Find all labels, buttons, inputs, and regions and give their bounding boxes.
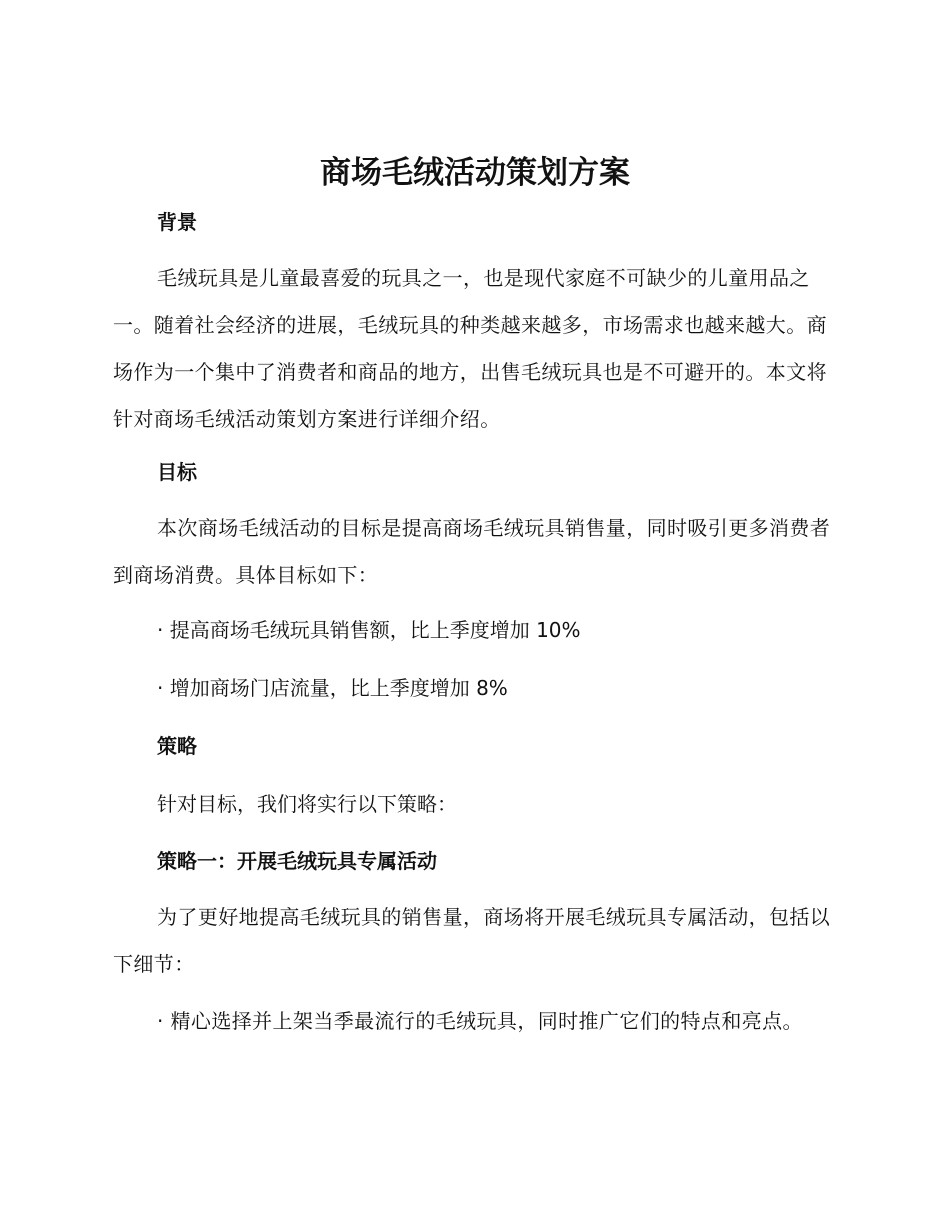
background-paragraph: 毛绒玩具是儿童最喜爱的玩具之一，也是现代家庭不可缺少的儿童用品之一。随着社会经济的进展，毛绒玩具的种类越来越多，市场需求也越来越大。商场作为一个集中了消费者和商品的地方，出售毛绒玩具也是不可避开的。本文将针对商场毛绒活动策划方案进行详细介绍。 — [113, 266, 827, 431]
strategy-intro: 针对目标，我们将实行以下策略： — [157, 792, 457, 816]
strategy-one-heading: 策略一：开展毛绒玩具专属活动 — [157, 849, 437, 873]
goal-bullet-sales: · 提高商场毛绒玩具销售额，比上季度增加 10% — [157, 618, 581, 642]
strategy-one-bullet: · 精心选择并上架当季最流行的毛绒玩具，同时推广它们的特点和亮点。 — [157, 1009, 803, 1033]
goal-bullet-traffic: · 增加商场门店流量，比上季度增加 8% — [157, 676, 508, 700]
document-title: 商场毛绒活动策划方案 — [320, 155, 630, 191]
strategy-one-paragraph: 为了更好地提高毛绒玩具的销售量，商场将开展毛绒玩具专属活动，包括以下细节： — [113, 905, 831, 976]
section-heading-goal: 目标 — [157, 460, 197, 484]
section-heading-strategy: 策略 — [157, 734, 197, 758]
goal-paragraph: 本次商场毛绒活动的目标是提高商场毛绒玩具销售量，同时吸引更多消费者到商场消费。具体目标如下： — [113, 516, 831, 587]
section-heading-background: 背景 — [157, 210, 197, 234]
